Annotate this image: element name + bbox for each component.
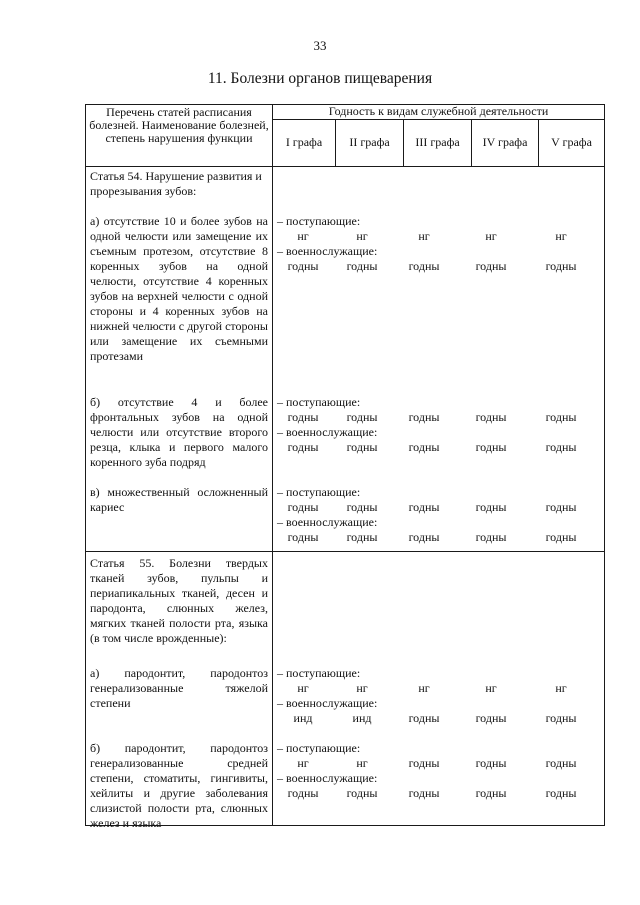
cell-graf-4: годны xyxy=(475,259,507,273)
cell-graf-3: годны xyxy=(408,500,440,514)
cell-graf-2: нг xyxy=(356,681,368,695)
entrants-label: – поступающие: xyxy=(277,741,361,755)
entrants-row xyxy=(275,681,605,696)
cell-graf-4: годны xyxy=(475,410,507,424)
cell-graf-1: годны xyxy=(287,530,319,544)
header-graf-5: V графа xyxy=(551,135,592,149)
servicemen-label: – военнослужащие: xyxy=(277,515,378,529)
cell-graf-3: годны xyxy=(408,711,440,725)
cell-graf-4: нг xyxy=(485,681,497,695)
article-55-item-a: а) пародонтит, пародонтоз генерализованные тяжелой степени xyxy=(90,666,268,710)
cell-graf-4: годны xyxy=(475,756,507,770)
entrants-label: – поступающие: xyxy=(277,666,361,680)
header-graf-1: I графа xyxy=(285,135,323,149)
servicemen-row xyxy=(275,440,605,455)
cell-graf-2: годны xyxy=(346,786,378,800)
article-54-item-v: в) множественный осложненный кариес xyxy=(90,485,268,514)
header-col1: Перечень статей расписания болезней. Наименование болезней, степень нарушения функции xyxy=(89,105,269,145)
header-graf-2: II графа xyxy=(349,135,390,149)
cell-graf-3: годны xyxy=(408,530,440,544)
cell-graf-4: годны xyxy=(475,530,507,544)
entrants-row xyxy=(275,756,605,771)
cell-graf-4: нг xyxy=(485,229,497,243)
header-bottom-border xyxy=(85,166,605,167)
header-group-divider xyxy=(272,119,605,120)
cell-graf-4: годны xyxy=(475,500,507,514)
cell-graf-1: годны xyxy=(287,786,319,800)
entrants-label: – поступающие: xyxy=(277,485,361,499)
cell-graf-5: годны xyxy=(545,440,577,454)
servicemen-row xyxy=(275,530,605,545)
entrants-row xyxy=(275,500,605,515)
header-graf-4: IV графа xyxy=(482,135,528,149)
cell-graf-5: годны xyxy=(545,410,577,424)
cell-graf-2: годны xyxy=(346,530,378,544)
cell-graf-2: нг xyxy=(356,756,368,770)
cell-graf-3: годны xyxy=(408,410,440,424)
cell-graf-2: годны xyxy=(346,410,378,424)
servicemen-label: – военнослужащие: xyxy=(277,425,378,439)
servicemen-row xyxy=(275,259,605,274)
cell-graf-1: инд xyxy=(293,711,313,725)
cell-graf-2: годны xyxy=(346,440,378,454)
column-divider xyxy=(272,104,273,826)
cell-graf-1: нг xyxy=(297,681,309,695)
cell-graf-3: нг xyxy=(418,681,430,695)
cell-graf-4: годны xyxy=(475,711,507,725)
article-54-title: Статья 54. Нарушение развития и прорезывания зубов: xyxy=(90,169,262,198)
cell-graf-1: нг xyxy=(297,229,309,243)
cell-graf-5: годны xyxy=(545,786,577,800)
cell-graf-3: нг xyxy=(418,229,430,243)
cell-graf-5: годны xyxy=(545,756,577,770)
servicemen-row xyxy=(275,786,605,801)
article-55-title: Статья 55. Болезни твердых тканей зубов, пульпы и периапикальных тканей, десен и пародонта, слюнных желез, мягких тканей полости рта, языка (в том числе врожденные): xyxy=(90,556,268,645)
cell-graf-5: годны xyxy=(545,259,577,273)
cell-graf-5: годны xyxy=(545,500,577,514)
cell-graf-4: годны xyxy=(475,786,507,800)
cell-graf-5: годны xyxy=(545,711,577,725)
cell-graf-1: нг xyxy=(297,756,309,770)
cell-graf-5: годны xyxy=(545,530,577,544)
cell-graf-3: годны xyxy=(408,440,440,454)
cell-graf-2: годны xyxy=(346,500,378,514)
table-border-left xyxy=(85,104,86,826)
entrants-label: – поступающие: xyxy=(277,214,361,228)
page-number: 33 xyxy=(313,38,327,53)
servicemen-label: – военнослужащие: xyxy=(277,696,378,710)
cell-graf-5: нг xyxy=(555,229,567,243)
article-55-item-b: б) пародонтит, пародонтоз генерализованные средней степени, стоматиты, гингивиты, хейлиты и другие заболевания слизистой полости рта, слюнных желез и языка xyxy=(90,741,268,830)
cell-graf-3: годны xyxy=(408,786,440,800)
cell-graf-1: годны xyxy=(287,259,319,273)
cell-graf-1: годны xyxy=(287,410,319,424)
section-title: 11. Болезни органов пищеварения xyxy=(207,70,433,87)
servicemen-label: – военнослужащие: xyxy=(277,771,378,785)
servicemen-row xyxy=(275,711,605,726)
entrants-row xyxy=(275,410,605,425)
cell-graf-2: нг xyxy=(356,229,368,243)
fitness-table xyxy=(85,104,605,830)
cell-graf-3: годны xyxy=(408,756,440,770)
cell-graf-2: годны xyxy=(346,259,378,273)
article-54-item-b: б) отсутствие 4 и более фронтальных зубов на одной челюсти или отсутствие второго резца, клыка и первого малого коренного зуба подряд xyxy=(90,395,268,469)
servicemen-label: – военнослужащие: xyxy=(277,244,378,258)
cell-graf-2: инд xyxy=(352,711,372,725)
entrants-label: – поступающие: xyxy=(277,395,361,409)
entrants-row xyxy=(275,229,605,244)
header-graf-3: III графа xyxy=(415,135,460,149)
cell-graf-3: годны xyxy=(408,259,440,273)
cell-graf-1: годны xyxy=(287,440,319,454)
cell-graf-5: нг xyxy=(555,681,567,695)
article-54-item-a: а) отсутствие 10 и более зубов на одной челюсти или замещение их съемным протезом, отсутствие 8 коренных зубов на одной челюсти, отсутствие 4 коренных зубов на верхней челюсти с одной стороны и 4 коренных зубов на нижней челюсти с другой стороны или замещение их съемными протезами xyxy=(90,214,268,363)
header-group: Годность к видам служебной деятельности xyxy=(328,104,549,118)
article-divider xyxy=(85,551,605,552)
cell-graf-4: годны xyxy=(475,440,507,454)
cell-graf-1: годны xyxy=(287,500,319,514)
